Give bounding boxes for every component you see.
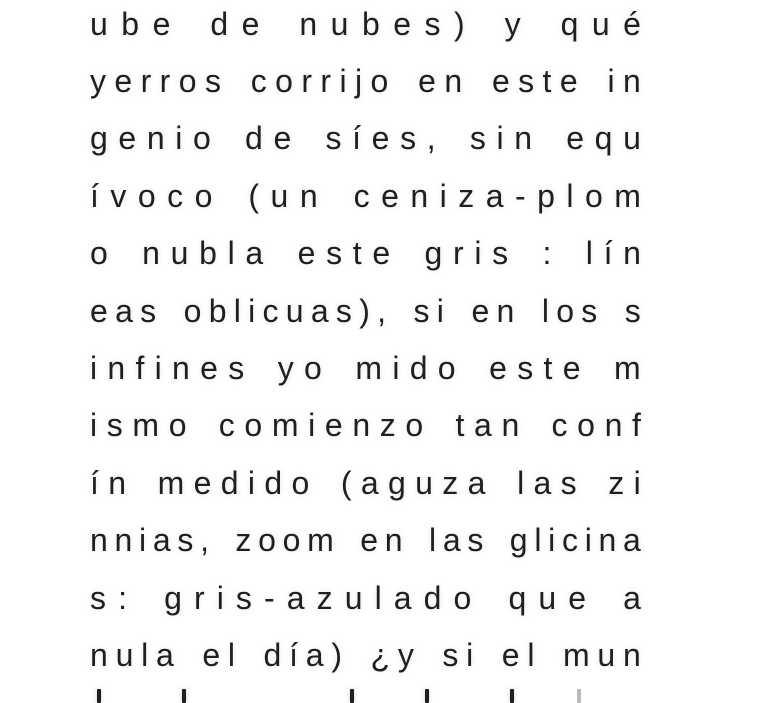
glyph: e	[491, 63, 510, 100]
glyph: a	[115, 292, 133, 329]
glyph: t	[543, 350, 553, 387]
glyph: c	[262, 292, 279, 329]
glyph: s	[326, 235, 343, 272]
glyph: e	[501, 636, 520, 673]
glyph: p	[537, 177, 555, 214]
glyph: n	[622, 636, 641, 673]
glyph: e	[241, 5, 260, 42]
glyph: s	[518, 63, 535, 100]
glyph: e	[562, 350, 581, 387]
glyph: c	[218, 407, 235, 444]
glyph: u	[591, 5, 610, 42]
ascender-stub	[350, 689, 354, 703]
glyph: s	[469, 120, 486, 157]
glyph: u	[597, 636, 616, 673]
glyph: n	[622, 63, 641, 100]
glyph: d	[423, 579, 442, 616]
text-line	[90, 454, 641, 511]
glyph: s	[228, 350, 245, 387]
glyph: v	[110, 177, 127, 214]
glyph: t	[542, 63, 552, 100]
glyph: a	[485, 177, 504, 214]
ascender-stub	[510, 689, 514, 703]
ascender-stub	[97, 689, 101, 703]
glyph: i	[439, 177, 447, 214]
glyph: c	[353, 177, 370, 214]
glyph: g	[164, 579, 182, 616]
glyph: l	[227, 636, 235, 673]
glyph: z	[442, 464, 459, 501]
glyph: o	[137, 177, 156, 214]
glyph: n	[623, 235, 641, 272]
glyph: o	[178, 63, 197, 100]
glyph: l	[527, 636, 535, 673]
glyph: m	[355, 350, 383, 387]
glyph: s	[424, 5, 441, 42]
glyph: )	[453, 5, 465, 42]
glyph: n	[604, 407, 623, 444]
glyph: z	[608, 464, 625, 501]
glyph: i	[90, 407, 98, 444]
glyph: e	[568, 579, 586, 616]
glyph: a	[474, 407, 492, 444]
glyph: o	[194, 177, 213, 214]
glyph: y	[277, 350, 294, 387]
glyph: i	[308, 407, 316, 444]
glyph: s	[400, 120, 417, 157]
glyph: e	[566, 120, 585, 157]
glyph: a	[152, 522, 171, 559]
glyph: i	[607, 63, 615, 100]
glyph: u	[270, 177, 289, 214]
glyph: ¿	[370, 636, 391, 673]
glyph: b	[199, 235, 217, 272]
glyph: f	[135, 350, 145, 387]
glyph: n	[142, 235, 160, 272]
glyph: u	[285, 292, 304, 329]
glyph: z	[316, 579, 333, 616]
glyph: n	[108, 464, 127, 501]
glyph: n	[107, 350, 126, 387]
glyph: i	[548, 522, 556, 559]
glyph: a	[533, 464, 552, 501]
glyph: n	[90, 636, 108, 673]
glyph: r	[194, 579, 205, 616]
glyph: s	[581, 292, 598, 329]
glyph: r	[320, 63, 332, 100]
glyph: n	[90, 522, 108, 559]
text-line	[90, 512, 641, 569]
glyph: i	[436, 292, 444, 329]
glyph: e	[193, 464, 212, 501]
glyph: e	[559, 63, 578, 100]
glyph: t	[352, 235, 362, 272]
glyph: a	[623, 579, 641, 616]
glyph: s	[560, 464, 577, 501]
glyph: n	[514, 120, 532, 157]
glyph: q	[560, 5, 579, 42]
ascender-stub	[182, 689, 186, 703]
glyph: t	[455, 407, 465, 444]
glyph: i	[139, 522, 147, 559]
glyph: s	[413, 292, 430, 329]
glyph: r	[301, 63, 313, 100]
glyph: s	[517, 350, 534, 387]
glyph: l	[517, 464, 525, 501]
glyph: y	[90, 63, 106, 100]
glyph: e	[202, 636, 221, 673]
glyph: n	[299, 177, 318, 214]
glyph: i	[392, 350, 400, 387]
glyph: m	[307, 522, 334, 559]
glyph: s	[335, 292, 352, 329]
text-line	[90, 339, 641, 396]
glyph: e	[297, 235, 316, 272]
glyph: í	[352, 120, 362, 157]
glyph: f	[632, 407, 641, 444]
glyph: i	[154, 350, 162, 387]
glyph: o	[168, 407, 187, 444]
glyph: í	[289, 636, 298, 673]
glyph: n	[299, 5, 318, 42]
glyph: z	[458, 177, 475, 214]
glyph: y	[504, 5, 521, 42]
glyph: o	[556, 292, 574, 329]
glyph: i	[496, 120, 504, 157]
text-line	[90, 569, 641, 626]
glyph: n	[352, 407, 371, 444]
glyph: l	[534, 522, 542, 559]
glyph: n	[496, 292, 515, 329]
glyph: g	[388, 464, 406, 501]
text-line	[90, 0, 641, 52]
glyph: o	[90, 235, 108, 272]
glyph: n	[172, 350, 190, 387]
glyph: a	[310, 292, 329, 329]
glyph: i	[339, 63, 347, 100]
glyph: o	[577, 407, 595, 444]
glyph: u	[90, 5, 108, 42]
glyph: u	[415, 464, 433, 501]
glyph: s	[624, 292, 641, 329]
glyph: ,	[426, 120, 436, 157]
glyph: q	[594, 120, 613, 157]
glyph: l	[233, 292, 241, 329]
glyph: a	[156, 636, 174, 673]
glyph: d	[264, 464, 283, 501]
text-line	[90, 52, 641, 109]
glyph: d	[210, 5, 229, 42]
glyph: e	[200, 350, 218, 387]
glyph: a	[245, 235, 264, 272]
glyph: i	[247, 464, 256, 501]
glyph: n	[410, 177, 429, 214]
glyph: c	[551, 407, 568, 444]
glyph: z	[235, 522, 252, 559]
glyph: o	[370, 63, 389, 100]
glyph: o	[282, 522, 301, 559]
glyph: i	[175, 120, 183, 157]
glyph: e	[418, 63, 436, 100]
glyph: n	[146, 120, 165, 157]
glyph: a	[442, 522, 461, 559]
ascender-stub	[425, 689, 429, 703]
glyph: o	[585, 177, 603, 214]
glyph: e	[324, 407, 343, 444]
glyph: c	[167, 177, 184, 214]
glyph: s	[106, 407, 123, 444]
glyph: i	[248, 292, 256, 329]
glyph: e	[393, 5, 412, 42]
glyph: r	[159, 63, 171, 100]
glyph: b	[121, 5, 140, 42]
glyph: l	[429, 522, 437, 559]
glyph: í	[603, 235, 613, 272]
glyph: o	[275, 63, 293, 100]
glyph: g	[509, 522, 528, 559]
glyph: s	[90, 579, 106, 616]
glyph: :	[118, 579, 127, 616]
glyph: e	[152, 5, 171, 42]
glyph: :	[542, 235, 552, 272]
glyph: e	[360, 522, 379, 559]
glyph: o	[437, 350, 456, 387]
glyph: s	[177, 522, 194, 559]
glyph: j	[355, 63, 363, 100]
text-line	[90, 626, 641, 683]
glyph: l	[585, 235, 593, 272]
glyph: m	[614, 177, 641, 214]
glyph: o	[193, 120, 211, 157]
glyph: )	[331, 636, 342, 673]
glyph: u	[623, 120, 641, 157]
glyph: d	[220, 464, 239, 501]
glyph: -	[514, 177, 526, 214]
glyph: l	[541, 292, 549, 329]
glyph: l	[374, 579, 382, 616]
glyph: m	[132, 407, 160, 444]
glyph: e	[381, 177, 399, 214]
glyph: s	[235, 579, 252, 616]
glyph: n	[384, 522, 403, 559]
glyph: m	[614, 350, 641, 387]
glyph: i	[216, 579, 224, 616]
glyph: a	[467, 464, 486, 501]
glyph: o	[244, 407, 263, 444]
glyph: r	[453, 235, 464, 272]
glyph: m	[562, 636, 590, 673]
glyph: u	[170, 235, 189, 272]
text-line	[90, 282, 641, 339]
glyph: e	[114, 63, 133, 100]
glyph: l	[566, 177, 574, 214]
glyph: í	[90, 177, 99, 214]
text-line	[90, 397, 641, 454]
glyph: s	[442, 636, 459, 673]
text-line	[90, 167, 641, 224]
glyph: i	[474, 235, 482, 272]
glyph: m	[271, 407, 299, 444]
glyph: o	[291, 464, 310, 501]
glyph: a	[623, 522, 641, 559]
glyph: e	[372, 235, 391, 272]
glyph: i	[90, 350, 98, 387]
glyph: n	[444, 63, 463, 100]
glyph: l	[227, 235, 235, 272]
glyph: u	[344, 579, 363, 616]
glyph: a	[286, 579, 305, 616]
glyph: g	[90, 120, 108, 157]
glyph: e	[489, 350, 507, 387]
glyph: i	[633, 464, 641, 501]
glyph: u	[115, 636, 134, 673]
glyph: o	[453, 579, 472, 616]
glyph: ,	[200, 522, 209, 559]
glyph: o	[183, 292, 202, 329]
glyph: )	[359, 292, 370, 329]
glyph: y	[397, 636, 414, 673]
glyph: e	[273, 120, 292, 157]
glyph: s	[204, 63, 221, 100]
glyph: (	[340, 464, 352, 501]
glyph: r	[140, 63, 152, 100]
glyph: s	[140, 292, 157, 329]
glyph: u	[538, 579, 557, 616]
glyph: (	[248, 177, 260, 214]
glyph: b	[208, 292, 227, 329]
glyph: o	[405, 407, 424, 444]
glyph: c	[250, 63, 267, 100]
text-block	[90, 0, 641, 684]
glyph: o	[258, 522, 276, 559]
glyph: q	[508, 579, 527, 616]
glyph: s	[467, 522, 484, 559]
glyph: d	[245, 120, 263, 157]
glyph: -	[264, 579, 275, 616]
glyph: e	[471, 292, 490, 329]
glyph: n	[114, 522, 133, 559]
glyph: b	[361, 5, 380, 42]
ascender-stub	[577, 689, 581, 703]
glyph: a	[305, 636, 324, 673]
glyph: g	[424, 235, 443, 272]
glyph: o	[304, 350, 322, 387]
glyph: l	[141, 636, 149, 673]
glyph: u	[330, 5, 349, 42]
glyph: a	[360, 464, 379, 501]
glyph: d	[263, 636, 282, 673]
glyph: ,	[377, 292, 386, 329]
glyph: í	[90, 464, 99, 501]
glyph: n	[598, 522, 617, 559]
glyph: i	[584, 522, 592, 559]
glyph: n	[501, 407, 520, 444]
glyph: z	[379, 407, 396, 444]
glyph: s	[492, 235, 509, 272]
glyph: e	[90, 292, 108, 329]
glyph: é	[623, 5, 641, 42]
text-line	[90, 110, 641, 167]
glyph: m	[157, 464, 185, 501]
text-line	[90, 225, 641, 282]
glyph: e	[371, 120, 390, 157]
glyph: s	[325, 120, 342, 157]
glyph: a	[393, 579, 412, 616]
glyph: d	[409, 350, 428, 387]
glyph: e	[118, 120, 137, 157]
glyph: i	[466, 636, 474, 673]
glyph: c	[561, 522, 578, 559]
